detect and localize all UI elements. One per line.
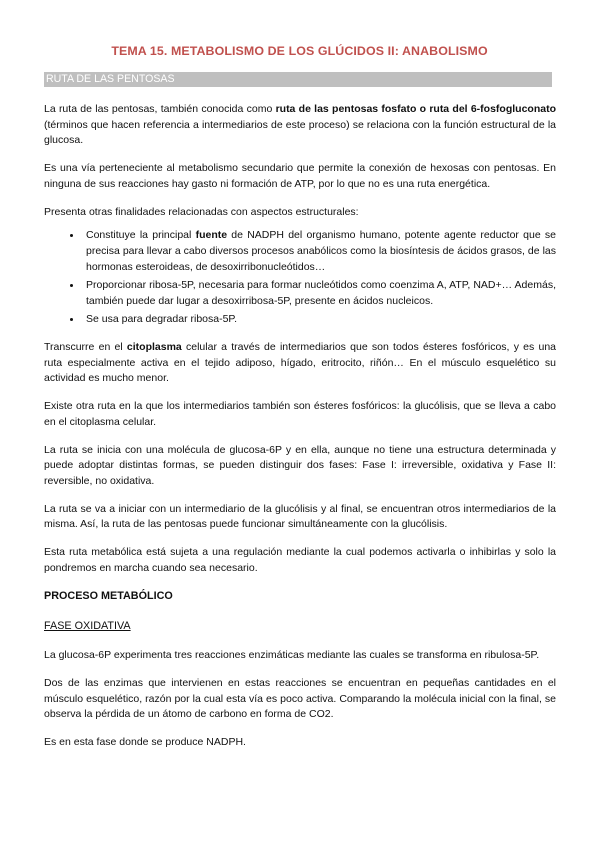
- document-body: [44, 102, 556, 763]
- paragraph: La ruta se inicia con una molécula de glucosa-6P y en ella, aunque no tiene una estructura determinada y puede adoptar distintas formas, se pueden distinguir dos fases: Fase I: irreversible, oxidativa y Fase II: reversible, no oxidativa.: [44, 443, 556, 487]
- paragraph: Presenta otras finalidades relacionadas con aspectos estructurales:: [44, 205, 359, 218]
- bold-term: citoplasma: [126, 340, 182, 353]
- paragraph: Dos de las enzimas que intervienen en estas reacciones se encuentran en pequeñas cantidades en el músculo esquelético, razón por la cual esta vía es poco activa. Comparando la molécula inicial con la final, se observa la pérdida de un átomo de carbono en forma de CO2.: [44, 677, 556, 721]
- list-item: • Proporcionar ribosa-5P, necesaria para formar nucleótidos como coenzima A, ATP, NAD+… Además, también puede dar lugar a desoxirribosa-5P, presente en ácidos nucleicos.: [82, 278, 556, 309]
- subsection-heading: FASE OXIDATIVA: [44, 619, 131, 632]
- text-run: Transcurre en el: [44, 340, 127, 353]
- paragraph: Es una vía perteneciente al metabolismo secundario que permite la conexión de hexosas con pentosas. En ninguna de sus reacciones hay gasto ni formación de ATP, por lo que no es una ruta energética.: [44, 162, 556, 190]
- text-run: de NADPH del organismo humano, potente agente reductor que se precisa para llevar a cabo diversos procesos anabólicos como la biosíntesis de ácidos grasos, de las hormonas esteroideas, de desoxirribonucleótidos…: [86, 229, 556, 273]
- text-run: celular a través de intermediarios que son todos ésteres fosfóricos, y es una ruta especialmente activa en el tejido adiposo, hígado, eritrocito, riñón… En el músculo esquelético su actividad es mucho menor.: [44, 340, 557, 385]
- paragraph: La glucosa-6P experimenta tres reacciones enzimáticas mediante las cuales se transforma en ribulosa-5P.: [44, 649, 540, 662]
- paragraph: [44, 340, 556, 387]
- paragraph: La ruta se va a iniciar con un intermediario de la glucólisis y al final, se encuentran otros intermediarios de la misma. Así, la ruta de las pentosas puede funcionar simultáneamente con la glucólisis.: [44, 502, 556, 531]
- paragraph: Existe otra ruta en la que los intermediarios también son ésteres fosfóricos: la glucólisis, que se lleva a cabo en el citoplasma celular.: [44, 400, 556, 428]
- document-title: TEMA 15. METABOLISMO DE LOS GLÚCIDOS II: ANABOLISMO: [111, 44, 488, 58]
- section-heading: PROCESO METABÓLICO: [44, 589, 173, 602]
- list-item: • Se usa para degradar ribosa-5P.: [82, 312, 556, 328]
- bold-term: fuente: [195, 229, 228, 242]
- section-bar: RUTA DE LAS PENTOSAS: [44, 72, 552, 87]
- paragraph: Esta ruta metabólica está sujeta a una regulación mediante la cual podemos activarla o inhibirlas y solo la pondremos en marcha cuando sea necesario.: [44, 546, 556, 574]
- paragraph-intro: [44, 102, 556, 149]
- text-run: (términos que hacen referencia a intermediarios de este proceso) se relaciona con la función estructural de la glucosa.: [44, 118, 556, 147]
- bullet-list: [44, 228, 556, 328]
- bold-term: ruta de las pentosas fosfato o ruta del 6-fosfogluconato: [275, 103, 557, 115]
- paragraph: Es en esta fase donde se produce NADPH.: [44, 736, 246, 749]
- list-item: [82, 228, 556, 275]
- text-run: La ruta de las pentosas, también conocida como: [44, 103, 276, 115]
- text-run: Constituye la principal: [86, 229, 196, 242]
